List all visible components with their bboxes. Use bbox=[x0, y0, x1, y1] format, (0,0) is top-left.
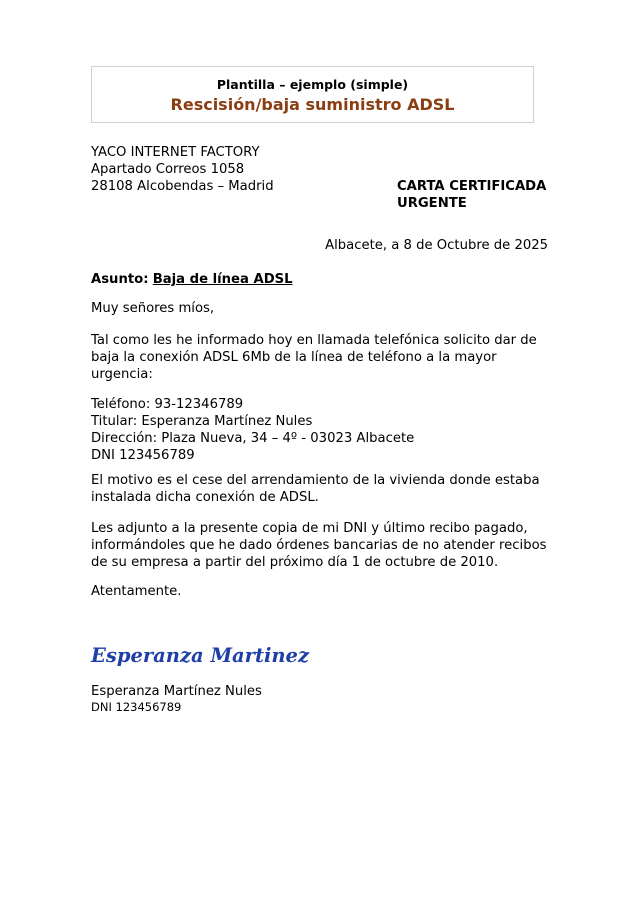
paragraph-line: baja la conexión ADSL 6Mb de la línea de teléfono a la mayor bbox=[91, 350, 497, 365]
paragraph-attachments bbox=[91, 520, 547, 571]
paragraph-line: Les adjunto a la presente copia de mi DNI y último recibo pagado, bbox=[91, 521, 528, 536]
header-title: Rescisión/baja suministro ADSL bbox=[170, 95, 455, 114]
detail-line: Titular: Esperanza Martínez Nules bbox=[91, 414, 313, 429]
recipient-address bbox=[91, 144, 274, 195]
recipient-line: YACO INTERNET FACTORY bbox=[91, 145, 260, 160]
delivery-line: URGENTE bbox=[397, 196, 467, 211]
paragraph-line: informándoles que he dado órdenes bancarias de no atender recibos bbox=[91, 538, 547, 553]
paragraph-line: urgencia: bbox=[91, 367, 153, 382]
header-box bbox=[91, 66, 534, 123]
handwritten-signature: Esperanza Martinez bbox=[91, 644, 310, 667]
paragraph-line: instalada dicha conexión de ADSL. bbox=[91, 490, 319, 505]
recipient-line: Apartado Correos 1058 bbox=[91, 162, 245, 177]
signer-dni: DNI 123456789 bbox=[91, 700, 182, 714]
detail-line: Teléfono: 93-12346789 bbox=[91, 397, 244, 412]
signer-name: Esperanza Martínez Nules bbox=[91, 684, 262, 699]
recipient-line: 28108 Alcobendas – Madrid bbox=[91, 179, 274, 194]
closing: Atentamente. bbox=[91, 584, 182, 599]
detail-line: DNI 123456789 bbox=[91, 448, 195, 463]
paragraph-line: de su empresa a partir del próximo día 1 de octubre de 2010. bbox=[91, 555, 499, 570]
paragraph-line: El motivo es el cese del arrendamiento de la vivienda donde estaba bbox=[91, 473, 540, 488]
place-date: Albacete, a 8 de Octubre de 2025 bbox=[325, 238, 548, 253]
paragraph-reason bbox=[91, 472, 540, 506]
subject-value: Baja de línea ADSL bbox=[152, 272, 293, 287]
account-details bbox=[91, 396, 414, 464]
greeting: Muy señores míos, bbox=[91, 301, 215, 316]
subject-line bbox=[91, 271, 293, 288]
paragraph-line: Tal como les he informado hoy en llamada telefónica solicito dar de bbox=[91, 333, 537, 348]
delivery-line: CARTA CERTIFICADA bbox=[397, 179, 547, 194]
paragraph-request bbox=[91, 332, 537, 383]
subject-label: Asunto: bbox=[91, 272, 149, 287]
detail-line: Dirección: Plaza Nueva, 34 – 4º - 03023 Albacete bbox=[91, 431, 415, 446]
header-subtitle: Plantilla – ejemplo (simple) bbox=[216, 77, 409, 92]
delivery-type bbox=[397, 178, 546, 212]
